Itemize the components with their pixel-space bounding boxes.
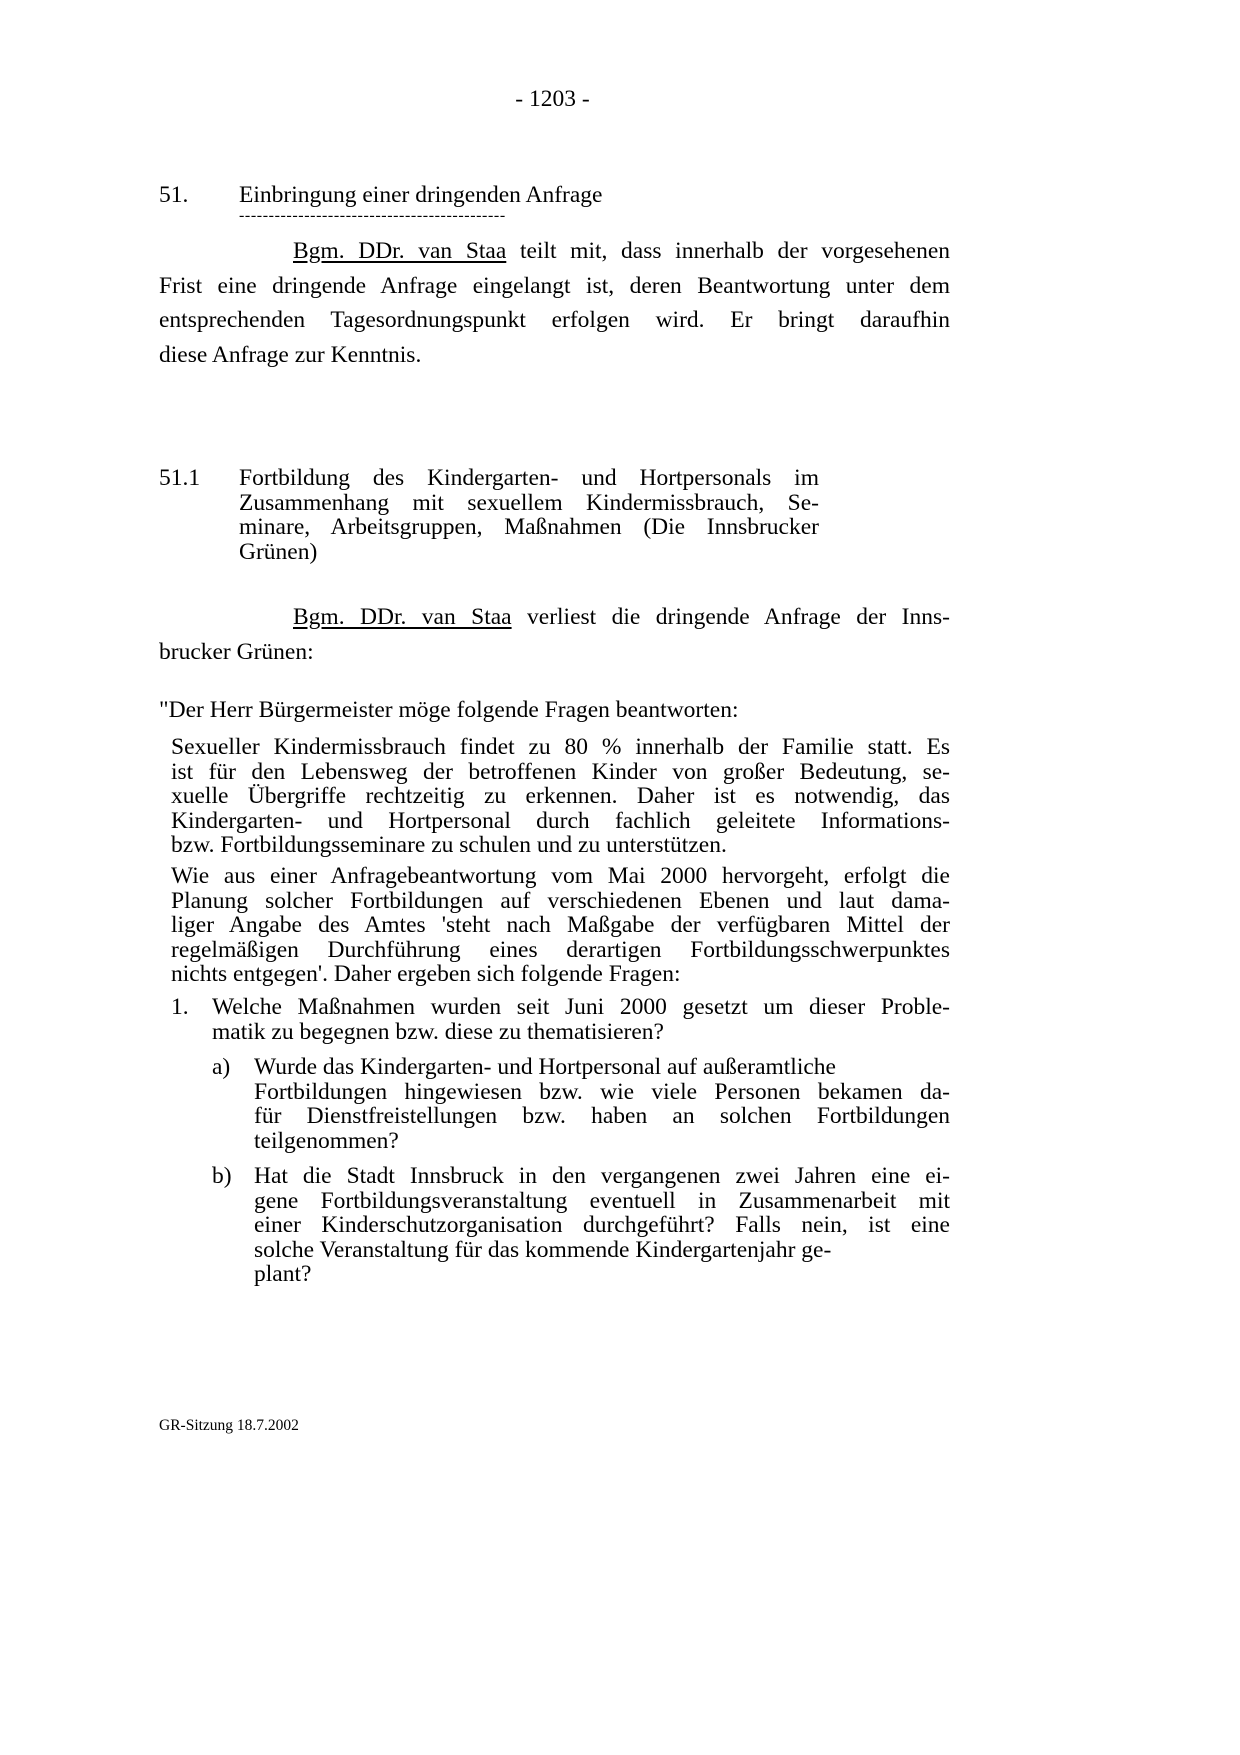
- quote-p2-line: Planung solcher Fortbildungen auf verschiedenen Ebenen und laut dama-: [171, 887, 950, 914]
- question-a-line: für Dienstfreistellungen bzw. haben an solchen Fortbildungen: [254, 1103, 950, 1129]
- section-51-1-title-line: Fortbildung des Kindergarten- und Hortpersonals im: [239, 465, 819, 491]
- section-51-line-1: Bgm. DDr. van Staa teilt mit, dass innerhalb der vorgesehenen: [293, 238, 950, 264]
- quote-p1-line: Sexueller Kindermissbrauch findet zu 80 % innerhalb der Familie statt. Es: [171, 734, 950, 760]
- section-51-1-title: [239, 466, 819, 564]
- question-b-text: [254, 1164, 950, 1287]
- speaker-name: Bgm. DDr. van Staa: [293, 238, 507, 264]
- question-b-line: solche Veranstaltung für das kommende Kindergartenjahr ge-: [254, 1236, 832, 1263]
- section-51-line-4: diese Anfrage zur Kenntnis.: [159, 341, 422, 368]
- speaker-name: Bgm. DDr. van Staa: [293, 604, 512, 630]
- question-b-marker: b): [212, 1163, 232, 1189]
- section-51-rule: ---------------------------------------------: [239, 207, 506, 224]
- question-a-marker: a): [212, 1054, 231, 1080]
- question-1-line: Welche Maßnahmen wurden seit Juni 2000 gesetzt um dieser Proble-: [212, 994, 950, 1020]
- question-b-line: gene Fortbildungsveranstaltung eventuell in Zusammenarbeit mit: [254, 1187, 950, 1214]
- quote-p1-line: bzw. Fortbildungsseminare zu schulen und zu unterstützen.: [171, 832, 727, 858]
- question-a-line: Fortbildungen hingewiesen bzw. wie viele Personen bekamen da-: [254, 1078, 950, 1105]
- quote-paragraph-1: [171, 735, 950, 858]
- quote-p2-line: regelmäßigen Durchführung eines derartigen Fortbildungsschwerpunktes: [171, 936, 950, 963]
- section-51-number: 51.: [159, 182, 189, 208]
- quote-p1-line: ist für den Lebensweg der betroffenen Kinder von großer Bedeutung, se-: [171, 758, 950, 785]
- section-51-1-line-1: Bgm. DDr. van Staa verliest die dringende Anfrage der Inns-: [293, 604, 950, 630]
- section-51-1-title-line: minare, Arbeitsgruppen, Maßnahmen (Die Innsbrucker: [239, 514, 819, 540]
- question-1-line: matik zu begegnen bzw. diese zu thematisieren?: [212, 1018, 664, 1045]
- quote-paragraph-2: [171, 864, 950, 987]
- section-51-1-title-line: Grünen): [239, 538, 318, 565]
- section-51-1-line-2: brucker Grünen:: [159, 638, 314, 665]
- question-a-line: teilgenommen?: [254, 1127, 399, 1154]
- section-51-line-2: Frist eine dringende Anfrage eingelangt ist, deren Beantwortung unter dem: [159, 272, 950, 299]
- quote-intro: "Der Herr Bürgermeister möge folgende Fragen beantworten:: [159, 697, 739, 723]
- quote-p2-line: nichts entgegen'. Daher ergeben sich folgende Fragen:: [171, 961, 681, 987]
- quote-p1-line: xuelle Übergriffe rechtzeitig zu erkennen. Daher ist es notwendig, das: [171, 783, 950, 809]
- question-1-marker: 1.: [171, 994, 189, 1020]
- question-1-text: [212, 995, 950, 1044]
- quote-p2-line: Wie aus einer Anfragebeantwortung vom Mai 2000 hervorgeht, erfolgt die: [171, 863, 950, 889]
- question-a-text: [254, 1055, 950, 1153]
- question-b-line: einer Kinderschutzorganisation durchgeführt? Falls nein, ist eine: [254, 1212, 950, 1238]
- section-51-1-body: [159, 600, 950, 669]
- quote-p2-line: liger Angabe des Amtes 'steht nach Maßgabe der verfügbaren Mittel der: [171, 912, 950, 938]
- question-b-line: Hat die Stadt Innsbruck in den vergangenen zwei Jahren eine ei-: [254, 1163, 950, 1189]
- section-51-title: Einbringung einer dringenden Anfrage: [239, 182, 603, 208]
- page-number: - 1203 -: [515, 86, 590, 112]
- quote-p1-line: Kindergarten- und Hortpersonal durch fachlich geleitete Informations-: [171, 807, 950, 834]
- question-b-line: plant?: [254, 1261, 312, 1287]
- section-51-1-title-line: Zusammenhang mit sexuellem Kindermissbrauch, Se-: [239, 489, 819, 516]
- section-51-line-3: entsprechenden Tagesordnungspunkt erfolgen wird. Er bringt daraufhin: [159, 307, 950, 333]
- section-51-body: [159, 234, 950, 372]
- question-a-line: Wurde das Kindergarten- und Hortpersonal auf außeramtliche: [254, 1054, 836, 1080]
- footer-session-date: GR-Sitzung 18.7.2002: [159, 1417, 299, 1434]
- section-51-1-number: 51.1: [159, 465, 201, 491]
